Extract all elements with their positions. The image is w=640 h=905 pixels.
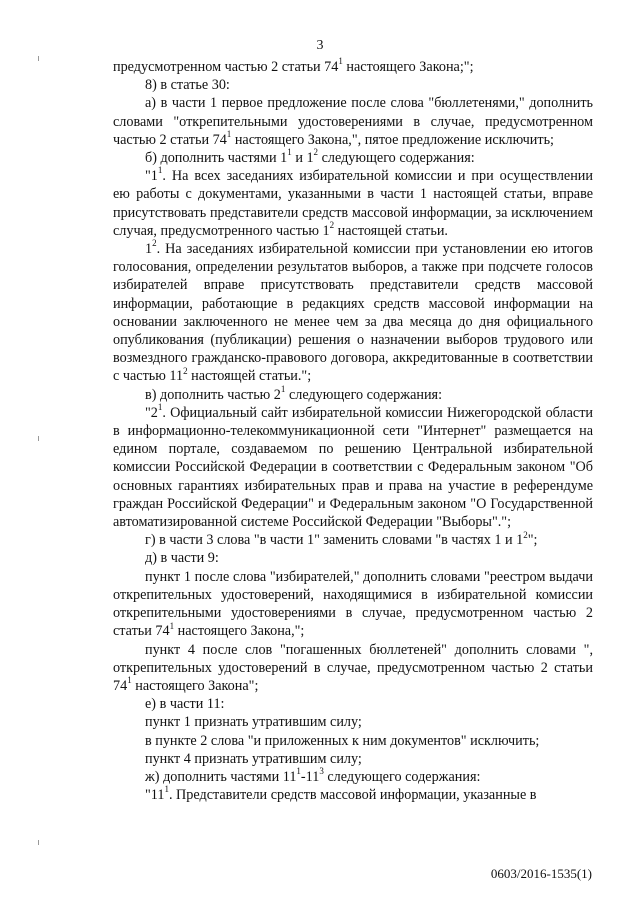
paragraph xyxy=(113,768,593,786)
superscript: 1 xyxy=(157,402,163,413)
paragraph xyxy=(113,167,593,240)
superscript: 1 xyxy=(338,56,343,67)
text-run: д) в части 9: xyxy=(145,550,219,567)
text-run: . На всех заседаниях избирательной комиссии и при осуществлении ею работы с документами, указанными в части 1 настоящей статьи, вправе присутствовать представители средств массовой информации, за исключением случая, предусмотренного частью 1 xyxy=(113,168,593,239)
text-run: -11 xyxy=(300,768,320,785)
scan-mark xyxy=(38,436,39,441)
text-run: настоящего Закона"; xyxy=(131,677,259,694)
text-run: предусмотренном частью 2 статьи 74 xyxy=(113,59,339,75)
superscript: 2 xyxy=(152,238,157,249)
paragraph xyxy=(113,404,593,531)
superscript: 2 xyxy=(329,220,335,231)
page-number: 3 xyxy=(316,38,324,53)
text-run: "1 xyxy=(145,168,158,185)
paragraph xyxy=(113,732,593,750)
text-run: "; xyxy=(527,532,538,549)
paragraph xyxy=(113,383,593,404)
superscript: 1 xyxy=(157,165,163,176)
text-run: настоящего Закона,"; xyxy=(174,623,305,640)
superscript: 1 xyxy=(169,620,175,631)
text-run: пункт 4 после слов "погашенных бюллетеней" дополнить словами ", открепительных удостоверений в случае, предусмотренном частью 2 статьи 74 xyxy=(113,641,593,694)
paragraph xyxy=(113,58,593,76)
superscript: 1 xyxy=(280,383,286,394)
text-run: следующего содержания: xyxy=(318,150,475,167)
text-run: и 1 xyxy=(291,150,314,167)
text-run: настоящего Закона;"; xyxy=(342,59,474,75)
text-run: ж) дополнить частями 11 xyxy=(145,768,297,785)
superscript: 2 xyxy=(523,529,528,540)
text-run: пункт 1 после слова "избирателей," дополнить словами "реестром выдачи открепительных удостоверений, находящимися в избирательной комиссии открепительными удостоверениями в случае, предусмотренном частью 2 статьи 74 xyxy=(113,568,593,640)
paragraph xyxy=(113,713,593,731)
paragraph xyxy=(113,695,593,713)
text-run: следующего содержания: xyxy=(323,768,481,785)
text-run: в пункте 2 слова "и приложенных к ним документов" исключить; xyxy=(145,732,540,749)
paragraph xyxy=(113,568,593,641)
paragraph xyxy=(113,786,593,804)
document-code: 0603/2016-1535(1) xyxy=(490,866,592,881)
paragraph xyxy=(113,750,593,768)
superscript: 1 xyxy=(164,784,169,795)
paragraph xyxy=(113,94,593,149)
text-run: настоящего Закона,", пятое предложение исключить; xyxy=(231,131,554,148)
text-run: . Представители средств массовой информации, указанные в xyxy=(168,787,537,804)
superscript: 3 xyxy=(319,766,324,777)
superscript: 1 xyxy=(287,147,292,158)
text-run: следующего содержания: xyxy=(285,386,443,403)
paragraph xyxy=(113,76,593,94)
text-run: а) в части 1 первое предложение после слова "бюллетенями," дополнить словами "открепительными удостоверениями в случае, предусмотренном частью 2 статьи 74 xyxy=(113,95,593,148)
text-run: 8) в статье 30: xyxy=(145,77,230,94)
text-run: настоящей статьи."; xyxy=(187,368,312,385)
superscript: 2 xyxy=(183,365,188,376)
text-run: "11 xyxy=(145,787,165,804)
superscript: 1 xyxy=(127,675,132,686)
text-run: "2 xyxy=(145,404,158,421)
paragraph xyxy=(113,240,593,386)
text-run: в) дополнить частью 2 xyxy=(145,386,281,403)
text-run: пункт 1 признать утратившим силу; xyxy=(145,714,362,731)
scan-mark xyxy=(38,56,39,61)
document-body xyxy=(113,58,593,804)
paragraph xyxy=(113,641,593,696)
superscript: 1 xyxy=(226,129,232,140)
text-run: настоящей статьи. xyxy=(334,222,448,239)
text-run: е) в части 11: xyxy=(145,696,225,713)
superscript: 2 xyxy=(313,147,319,158)
text-run: 1 xyxy=(145,241,153,258)
text-run: . На заседаниях избирательной комиссии при установлении ею итогов голосования, определении результатов выборов, а также при подсчете голосов избирателей вправе присутствовать представители средств массовой информации, работающие в редакциях средств массовой информации на основании заключенного не менее чем за два месяца до дня официального опубликования (публикации) решения о назначении выборов трудового или возмездного гражданско-правового договора, аккредитованные в соответствии с частью 11 xyxy=(113,241,593,385)
text-run: . Официальный сайт избирательной комиссии Нижегородской области в информационно-телекоммуникационной сети "Интернет" размещается на едином портале, создаваемом по решению Центральной избирательной комиссии Российской Федерации в соответствии с Федеральным законом "Об основных гарантиях избирательных прав и права на участие в референдуме граждан Российской Федерации" и Федеральным законом "О Государственной автоматизированной системе Российской Федерации "Выборы"."; xyxy=(113,404,593,531)
paragraph xyxy=(113,549,593,567)
text-run: г) в части 3 слова "в части 1" заменить словами "в частях 1 и 1 xyxy=(145,532,524,549)
scan-mark xyxy=(38,840,39,845)
text-run: пункт 4 признать утратившим силу; xyxy=(145,750,362,767)
superscript: 1 xyxy=(296,766,301,777)
paragraph xyxy=(113,149,593,167)
paragraph xyxy=(113,531,593,549)
text-run: б) дополнить частями 1 xyxy=(145,150,288,167)
